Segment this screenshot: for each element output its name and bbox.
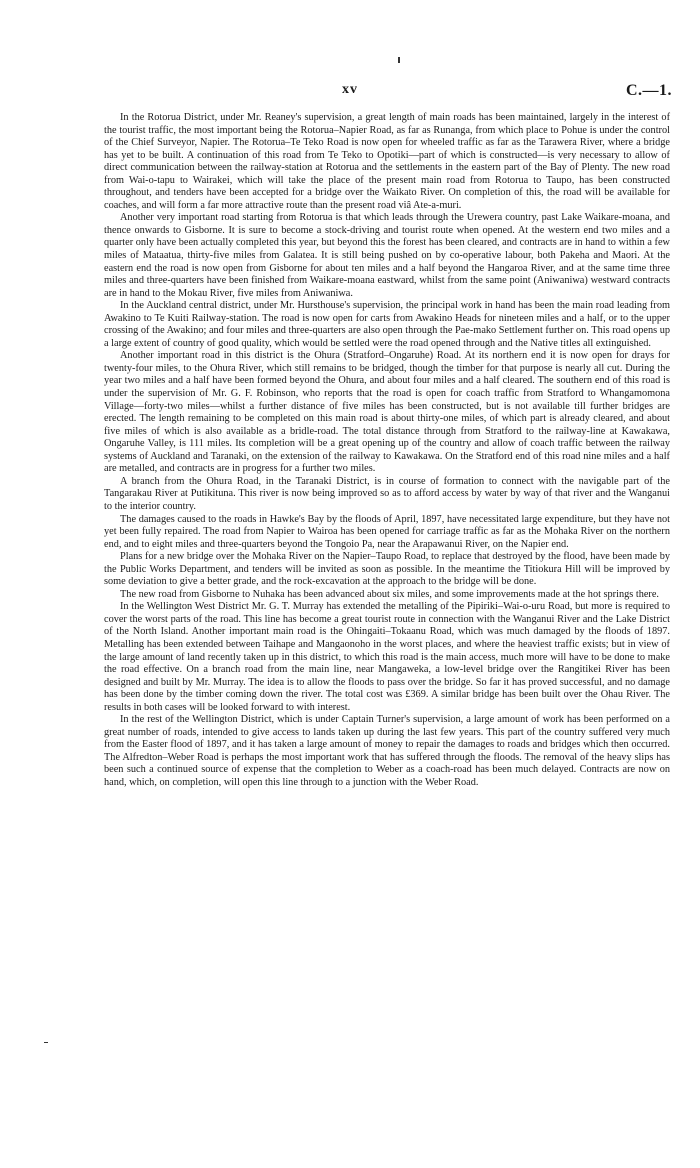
paragraph-wellington-west: In the Wellington West District Mr. G. T. Murray has extended the metalling of the Pipiriki–Wai-o-uru Road, but more is required to cover the worst parts of the road. This line has become a great tourist route in connection with the Wanganui River and the Lake District of the North Island. Another important main road is the Ohingaiti–Tokaanu Road, which was much damaged by the floods of 1897. Metalling has been extended between Taihape and Mangaonoho in the worst places, and where the heaviest traffic exists; but in view of the large amount of land recently taken up in this district, to which this road is the main access, much more will have to be done to make the road effective. On a branch road from the main line, near Mangaweka, a low-level bridge over the Rangitikei River has been designed and built by Mr. Murray. The idea is to allow the floods to pass over the bridge. So far it has proved successful, and no damage has been done by the timber coming down the river. The total cost was £369. A similar bridge has been built over the Ohau River. The results in both cases will be looked forward to with interest. [104,601,670,713]
paragraph-rotorua-district: In the Rotorua District, under Mr. Reaney's supervision, a great length of main roads has been maintained, largely in the interest of the tourist traffic, the most important being the Rotorua–Napier Road, as far as Runanga, from which place to Pohue is under the control of the Chief Surveyor, Napier. The Rotorua–Te Teko Road is now open for wheeled traffic as far as the Tarawera River, where a bridge has yet to be built. A continuation of this road from Te Teko to Opotiki—part of which is constructed—is very necessary to allow of direct communication between the railway-station at Rotorua and the settlements in the eastern part of the Bay of Plenty. The new road from Wai-o-tapu to Wairakei, which will take the place of the present main road from Rotorua to Taupo, has been constructed throughout, and tenders have been accepted for a bridge over the Waikato River. On completion of this, the road will be available for coaches, and will form a far more attractive route than the present road viâ Ate-a-muri. [104,112,670,211]
paragraph-gisborne-nuhaka: The new road from Gisborne to Nuhaka has been advanced about six miles, and some improvements made at the hot springs there. [120,588,660,600]
stray-ink-mark [398,57,400,63]
paragraph-ohura-branch: A branch from the Ohura Road, in the Taranaki District, is in course of formation to connect with the navigable part of the Tangarakau River at Putikituna. This river is now being improved so as to afford access by water by way of that river and the Wanganui to the interior country. [104,475,670,512]
paragraph-urewera-road: Another very important road starting from Rotorua is that which leads through the Urewera country, past Lake Waikare-moana, and thence onwards to Gisborne. It is sure to become a stock-driving and tourist route when opened. At the western end two miles and a quarter only have been actually completed this year, but beyond this the forest has been cleared, and contracts are in hand to within a few miles of Mataatua, thirty-five miles from Galatea. It is still being pushed on by co-operative labour, both Pakeha and Maori. At the eastern end the road is now open from Gisborne for about ten miles and a half beyond the Hangaroa River, and at the same time three miles and three-quarters have been finished from Waikare-moana eastward, whilst from the same point (Aniwaniwa) westward contracts are in hand to the Mokau River, five miles from Aniwaniwa. [104,212,670,299]
paragraph-wellington-district: In the rest of the Wellington District, which is under Captain Turner's supervision, a large amount of work has been performed on a great number of roads, intended to give access to lands taken up during the last few years. This part of the country suffered very much from the Easter flood of 1897, and it has taken a large amount of money to repair the damages to roads and bridges which then occurred. The Alfredton–Weber Road is perhaps the most important work that has suffered through the floods. The removal of the heavy slips has been such a continued source of expense that the completion to Weber as a coach-road has been much delayed. Contracts are now on hand, which, on completion, will open this line through to a junction with the Weber Road. [104,714,670,788]
page-header [0,82,700,104]
document-reference: C.—1. [625,82,672,99]
paragraph-mohaka-bridge: Plans for a new bridge over the Mohaka River on the Napier–Taupo Road, to replace that destroyed by the flood, have been made by the Public Works Department, and tenders will be invited as soon as possible. In the meantime the Titiokura Hill will be improved by some deviation to give a better grade, and the rock-excavation at the approach to the bridge will be done. [104,551,670,588]
paragraph-hawkes-bay-floods: The damages caused to the roads in Hawke's Bay by the floods of April, 1897, have necessitated large expenditure, but they have not yet been fully repaired. The road from Napier to Wairoa has been opened for carriage traffic as far as the Mohaka River on the northern end, and to eight miles and three-quarters beyond the Tongoio Pa, near the Arapawanui River, on the Napier end. [104,513,670,550]
margin-mark [44,1042,48,1043]
body-text [104,112,670,790]
page-number: xv [342,82,358,97]
paragraph-ohura-road: Another important road in this district is the Ohura (Stratford–Ongaruhe) Road. At its northern end it is now open for drays for twenty-four miles, to the Ohura River, which still remains to be bridged, though the timber for that purpose is nearly all cut. During the year two miles and a half have been formed beyond the Ohura, and about four miles and a half cleared. The southern end of this road is under the supervision of Mr. G. F. Robinson, who reports that the road is open for coach traffic from Stratford to Whangamomona Village—forty-two miles—whilst a further distance of five miles has been constructed, but is not available till further bridges are erected. The length remaining to be completed on this main road is about thirty-one miles, of which part is already cleared, and about five miles of which is also available as a bridle-road. The total distance through from Stratford to the railway-line at Kawakawa, Ongaruhe Valley, is 111 miles. Its completion will be a great opening up of the country and allow of coach traffic between the railway systems of Auckland and Taranaki, on the extension of the railway to Kawakawa. On the Stratford end of this road nine miles and a half are metalled, and contracts are in progress for a further two miles. [104,350,670,475]
paragraph-auckland-central: In the Auckland central district, under Mr. Hursthouse's supervision, the principal work in hand has been the main road leading from Awakino to Te Kuiti Railway-station. The road is now open for carts from Awakino Heads for nineteen miles and a half, or to the upper crossing of the Awakino; and four miles and three-quarters are also open through the Pae-mako Settlement further on. This road opens up a large extent of country of good quality, which would be settled were the road opened through and the Native titles all extinguished. [104,300,670,349]
